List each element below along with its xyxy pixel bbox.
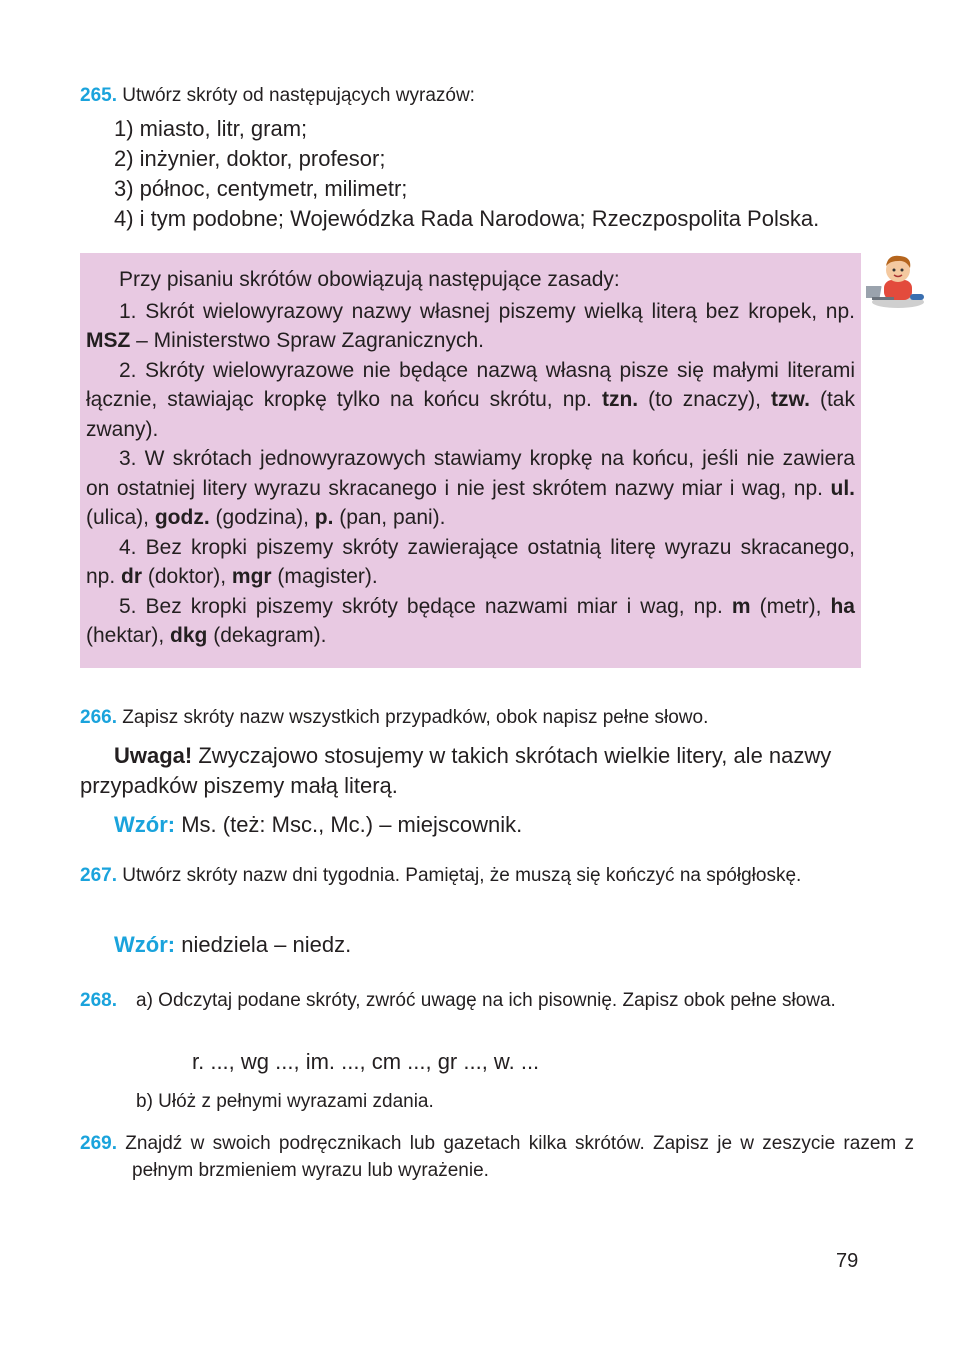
rule-1: 1. Skrót wielowyrazowy nazwy własnej piszemy wielką literą bez kropek, np. MSZ – Ministerstwo Spraw Zagranicznych. <box>86 299 855 352</box>
example-text: Ms. (też: Msc., Mc.) – miejscownik. <box>175 812 523 837</box>
exercise-number: 268. <box>80 990 117 1011</box>
exercise-instruction: Zapisz skróty nazw wszystkich przypadków, obok napisz pełne słowo. <box>122 707 709 728</box>
note-text: Zwyczajowo stosujemy w takich skrótach wielkie litery, ale nazwy przypadków piszemy małą literą. <box>80 743 832 798</box>
rule-3: 3. W skrótach jednowyrazowych stawiamy kropkę na końcu, jeśli nie zawiera on ostatniej litery wyrazu skracanego i nie jest skrótem nazwy miar i wag, np. ul. (ulica), godz. (godzina), p. (pan, pani). <box>86 447 855 529</box>
exercise-267-example <box>114 930 896 960</box>
note-label: Uwaga! <box>114 743 193 768</box>
exercise-part-a: a) Odczytaj podane skróty, zwróć uwagę na ich pisownię. Zapisz obok pełne słowa. <box>136 990 836 1011</box>
exercise-265-list <box>114 114 819 234</box>
exercise-number: 266. <box>80 707 117 728</box>
exercise-265-heading <box>80 82 862 109</box>
example-label: Wzór: <box>114 812 176 837</box>
exercise-269-heading <box>80 1130 914 1184</box>
abbreviation-list: r. ..., wg ..., im. ..., cm ..., gr ..., w. ... <box>192 1049 540 1074</box>
list-item: 1) miasto, litr, gram; <box>114 116 308 141</box>
exercise-instruction: Utwórz skróty od następujących wyrazów: <box>122 85 475 106</box>
exercise-266-note <box>80 741 862 801</box>
exercise-part-b: b) Ułóż z pełnymi wyrazami zdania. <box>136 1091 434 1112</box>
list-item: 2) inżynier, doktor, profesor; <box>114 146 386 171</box>
exercise-number: 267. <box>80 865 117 886</box>
rule-5: 5. Bez kropki piszemy skróty będące nazwami miar i wag, np. m (metr), ha (hektar), dkg (dekagram). <box>86 594 855 647</box>
example-label: Wzór: <box>114 932 176 957</box>
boy-with-laptop-icon <box>866 250 928 312</box>
rule-2: 2. Skróty wielowyrazowe nie będące nazwą własną pisze się małymi literami łącznie, stawiając kropkę tylko na końcu skrótu, np. tzn. (to znaczy), tzw. (tak zwany). <box>86 358 855 441</box>
example-text: niedziela – niedz. <box>175 932 352 957</box>
rules-box <box>80 253 861 668</box>
exercise-267-heading <box>80 862 914 889</box>
list-item: 4) i tym podobne; Wojewódzka Rada Narodowa; Rzeczpospolita Polska. <box>114 206 820 231</box>
rule-4: 4. Bez kropki piszemy skróty zawierające ostatnią literę wyrazu skracanego, np. dr (doktor), mgr (magister). <box>86 535 855 588</box>
exercise-instruction: Znajdź w swoich podręcznikach lub gazetach kilka skrótów. Zapisz je w zeszycie razem z pełnym brzmieniem wyrazu lub wyrażenie. <box>125 1133 914 1181</box>
exercise-instruction: Utwórz skróty nazw dni tygodnia. Pamiętaj, że muszą się kończyć na spółgłoskę. <box>122 865 802 886</box>
exercise-number: 265. <box>80 85 117 106</box>
exercise-266-heading <box>80 704 862 731</box>
rules-intro: Przy pisaniu skrótów obowiązują następujące zasady: <box>119 268 620 291</box>
exercise-266-example <box>114 810 896 840</box>
exercise-268 <box>80 988 862 1014</box>
exercise-number: 269. <box>80 1133 117 1154</box>
list-item: 3) północ, centymetr, milimetr; <box>114 176 408 201</box>
page-number: 79 <box>836 1250 859 1272</box>
